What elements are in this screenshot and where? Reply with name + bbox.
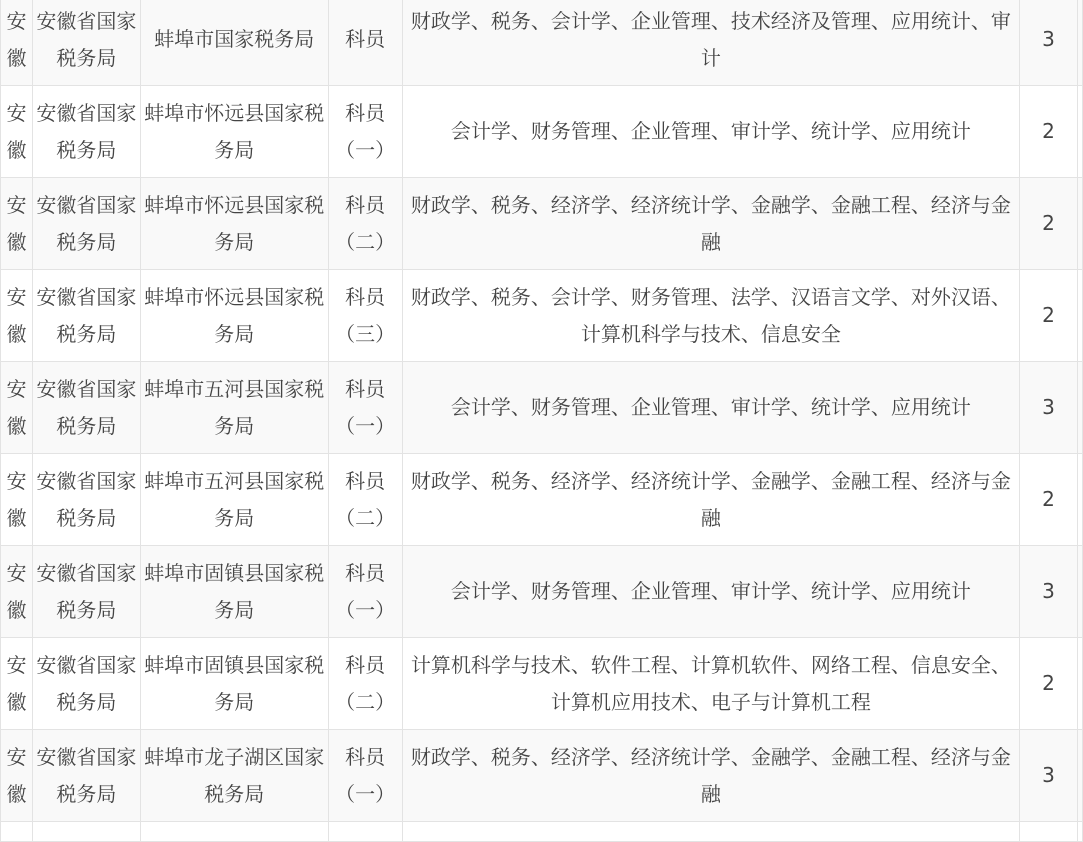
province-cell: 安徽 (1, 0, 33, 86)
org-cell: 安徽省国家税务局 (32, 86, 140, 178)
unit-cell: 蚌埠市怀远县国家税务局 (140, 178, 328, 270)
province-cell: 安徽 (1, 86, 33, 178)
count-cell: 2 (1020, 454, 1078, 546)
edge-cell (1077, 178, 1082, 270)
org-cell: 安徽省国家税务局 (32, 730, 140, 822)
count-cell: 3 (1020, 362, 1078, 454)
province-cell: 安徽 (1, 362, 33, 454)
table-row (1, 454, 1083, 546)
count-cell: 3 (1020, 0, 1078, 86)
table-row (1, 362, 1083, 454)
edge-cell (1077, 86, 1082, 178)
majors-cell: 财政学、税务、经济学、经济统计学、金融学、金融工程、经济与金融 (402, 730, 1019, 822)
edge-cell (1077, 0, 1082, 86)
province-cell: 安徽 (1, 638, 33, 730)
majors-cell: 财政学、税务、经济学、经济统计学、金融学、金融工程、经济与金融 (402, 454, 1019, 546)
org-cell: 安徽省国家税务局 (32, 546, 140, 638)
edge-cell (1077, 730, 1082, 822)
position-cell: 科员（三） (328, 270, 402, 362)
unit-cell: 蚌埠市怀远县国家税务局 (140, 270, 328, 362)
unit-cell: 蚌埠市五河县国家税务局 (140, 362, 328, 454)
majors-cell: 财政学、税务、经济学、经济统计学、金融学、金融工程、经济与金融 (402, 178, 1019, 270)
table-row (1, 546, 1083, 638)
majors-cell: 会计学、财务管理、企业管理、审计学、统计学、应用统计 (402, 362, 1019, 454)
province-cell: 安徽 (1, 454, 33, 546)
province-cell: 安徽 (1, 270, 33, 362)
count-cell: 2 (1020, 638, 1078, 730)
count-cell: 3 (1020, 546, 1078, 638)
count-cell: 3 (1020, 730, 1078, 822)
edge-cell (1077, 454, 1082, 546)
majors-cell: 会计学、财务管理、企业管理、审计学、统计学、应用统计 (402, 86, 1019, 178)
edge-cell (1077, 362, 1082, 454)
position-cell: 科员（一） (328, 86, 402, 178)
edge-cell (1077, 638, 1082, 730)
table-row (1, 270, 1083, 362)
province-cell: 安徽 (1, 546, 33, 638)
count-cell: 2 (1020, 270, 1078, 362)
position-cell: 科员（二） (328, 178, 402, 270)
table-row (1, 86, 1083, 178)
org-cell: 安徽省国家税务局 (32, 0, 140, 86)
province-cell: 安徽 (1, 730, 33, 822)
position-cell: 科员（一） (328, 730, 402, 822)
position-cell: 科员（二） (328, 454, 402, 546)
unit-cell: 蚌埠市固镇县国家税务局 (140, 546, 328, 638)
majors-cell: 财政学、税务、会计学、财务管理、法学、汉语言文学、对外汉语、计算机科学与技术、信息安全 (402, 270, 1019, 362)
province-cell: 安徽 (1, 178, 33, 270)
position-cell: 科员（一） (328, 546, 402, 638)
unit-cell: 蚌埠市五河县国家税务局 (140, 454, 328, 546)
org-cell: 安徽省国家税务局 (32, 638, 140, 730)
position-cell: 科员 (328, 0, 402, 86)
majors-cell: 会计学、财务管理、企业管理、审计学、统计学、应用统计 (402, 546, 1019, 638)
table-row (1, 638, 1083, 730)
org-cell: 安徽省国家税务局 (32, 454, 140, 546)
table-row (1, 0, 1083, 86)
table-row (1, 178, 1083, 270)
edge-cell (1077, 270, 1082, 362)
majors-cell: 计算机科学与技术、软件工程、计算机软件、网络工程、信息安全、计算机应用技术、电子与计算机工程 (402, 638, 1019, 730)
unit-cell: 蚌埠市国家税务局 (140, 0, 328, 86)
majors-cell: 财政学、税务、会计学、企业管理、技术经济及管理、应用统计、审计 (402, 0, 1019, 86)
unit-cell: 蚌埠市龙子湖区国家税务局 (140, 730, 328, 822)
org-cell: 安徽省国家税务局 (32, 178, 140, 270)
count-cell: 2 (1020, 86, 1078, 178)
org-cell: 安徽省国家税务局 (32, 362, 140, 454)
table-row (1, 730, 1083, 822)
unit-cell: 蚌埠市固镇县国家税务局 (140, 638, 328, 730)
position-cell: 科员（二） (328, 638, 402, 730)
position-cell: 科员（一） (328, 362, 402, 454)
edge-cell (1077, 546, 1082, 638)
unit-cell: 蚌埠市怀远县国家税务局 (140, 86, 328, 178)
count-cell: 2 (1020, 178, 1078, 270)
org-cell: 安徽省国家税务局 (32, 270, 140, 362)
